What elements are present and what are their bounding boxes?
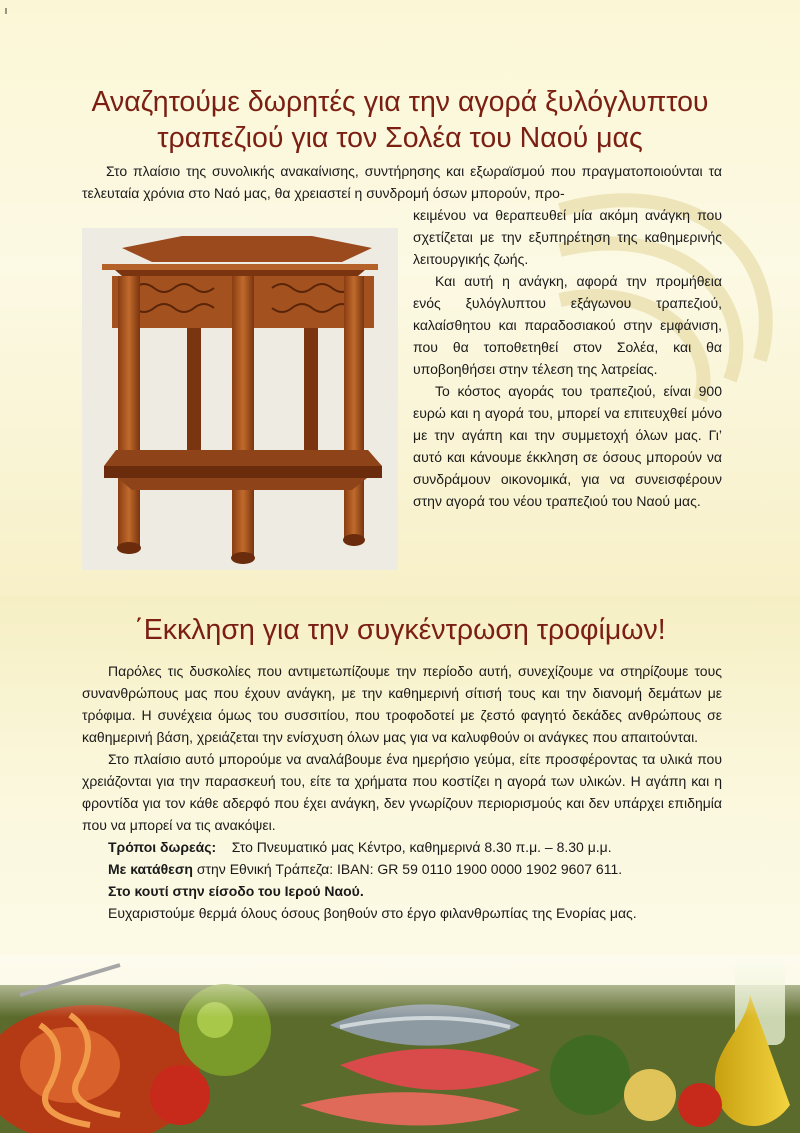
thanks-line: Ευχαριστούμε θερμά όλους όσους βοηθούν στο έργο φιλανθρωπίας της Ενορίας μας. [108,905,637,921]
section2-paragraph2: Στο πλαίσιο αυτό μπορούμε να αναλάβουμε ένα ημερήσιο γεύμα, είτε προσφέροντας τα υλικά που χρειάζονται για την παρασκευή του, είτε τα χρήματα που κοστίζει η αγορά των υλικών. Η αγάπη και η φροντίδα για τον κάθε αδερφό που έχει ανάγκη, δεν γνωρίζουν περιορισμούς και δεν υπάρχει επιδημία που να μπορεί να τις ανακόψει. [82,751,722,833]
food-collage-icon [0,955,800,1133]
deposit-text: στην Εθνική Τράπεζα: IBAN: GR 59 0110 1900 0000 1902 9607 611. [196,861,623,877]
section1-title [60,84,740,156]
section1-paragraph1-continued: κειμένου να θεραπευθεί μία ακόμη ανάγκη που σχετίζεται με την εξυπηρέτηση της καθημερινής λειτουργικής ζωής. [413,207,722,267]
donation-ways-line [82,836,722,858]
section2-body [82,660,722,924]
donation-ways-label: Τρόποι δωρεάς: [108,839,217,855]
section2-paragraph1: Παρόλες τις δυσκολίες που αντιμετωπίζουμε την περίοδο αυτή, συνεχίζουμε να στηρίζουμε τους συνανθρώπους μας που έχουν ανάγκη, με την καθημερινή σίτισή τους και την διανομή δεμάτων με τρόφιμα. Η συνέχεια όμως του συσσιτίου, που τροφοδοτεί με ζεστό φαγητό δεκάδες ανθρώπους σε καθημερινή βάση, χρειάζεται την ενίσχυση όλων μας για να καλυφθούν οι ανάγκες που απαιτούνται. [82,663,722,745]
carved-table-icon [82,228,398,570]
donation-ways-text: Στο Πνευματικό μας Κέντρο, καθημερινά 8.30 π.μ. – 8.30 μ.μ. [231,839,612,855]
deposit-label: Με κατάθεση [108,861,193,877]
donation-box-text: Στο κουτί στην είσοδο του Ιερού Ναού. [108,883,364,899]
section1-lead-paragraph: Στο πλαίσιο της συνολικής ανακαίνισης, συντήρησης και εξωραϊσμού που πραγματοποιούνται τα τελευταία χρόνια στο Ναό μας, θα χρειαστεί η συνδρομή όσων μπορούν, προ- [82,163,722,201]
section1-title-line1: Αναζητούμε δωρητές για την αγορά ξυλόγλυπτου [91,86,709,118]
deposit-line [82,858,722,880]
section1-right-column [413,204,722,512]
section1-paragraph3: Το κόστος αγοράς του τραπεζιού, είναι 900 ευρώ και η αγορά του, μπορεί να επιτευχθεί μόνο με την αγάπη και την συμμετοχή όλων μας. Γι’ αυτό και κάνουμε έκκληση σε όσους μπορούν να συνδράμουν οικονομικά, για να συνεισφέρουν στην αγορά του νέου τραπεζιού του Ναού μας. [413,383,722,509]
donation-box-line [82,880,722,902]
table-photo [82,228,398,570]
section2-title: ΄Εκκληση για την συγκέντρωση τροφίμων! [134,614,666,646]
section1-title-line2: τραπεζιού για τον Σολέα του Ναού μας [157,122,643,154]
section1-paragraph2: Και αυτή η ανάγκη, αφορά την προμήθεια ενός ξυλόγλυπτου εξάγωνου τραπεζιού, καλαίσθητου και παραδοσιακού στην εμφάνιση, που θα τοποθετηθεί στον Σολέα, και θα υποβοηθήσει στην τέλεση της λατρείας. [413,273,722,377]
